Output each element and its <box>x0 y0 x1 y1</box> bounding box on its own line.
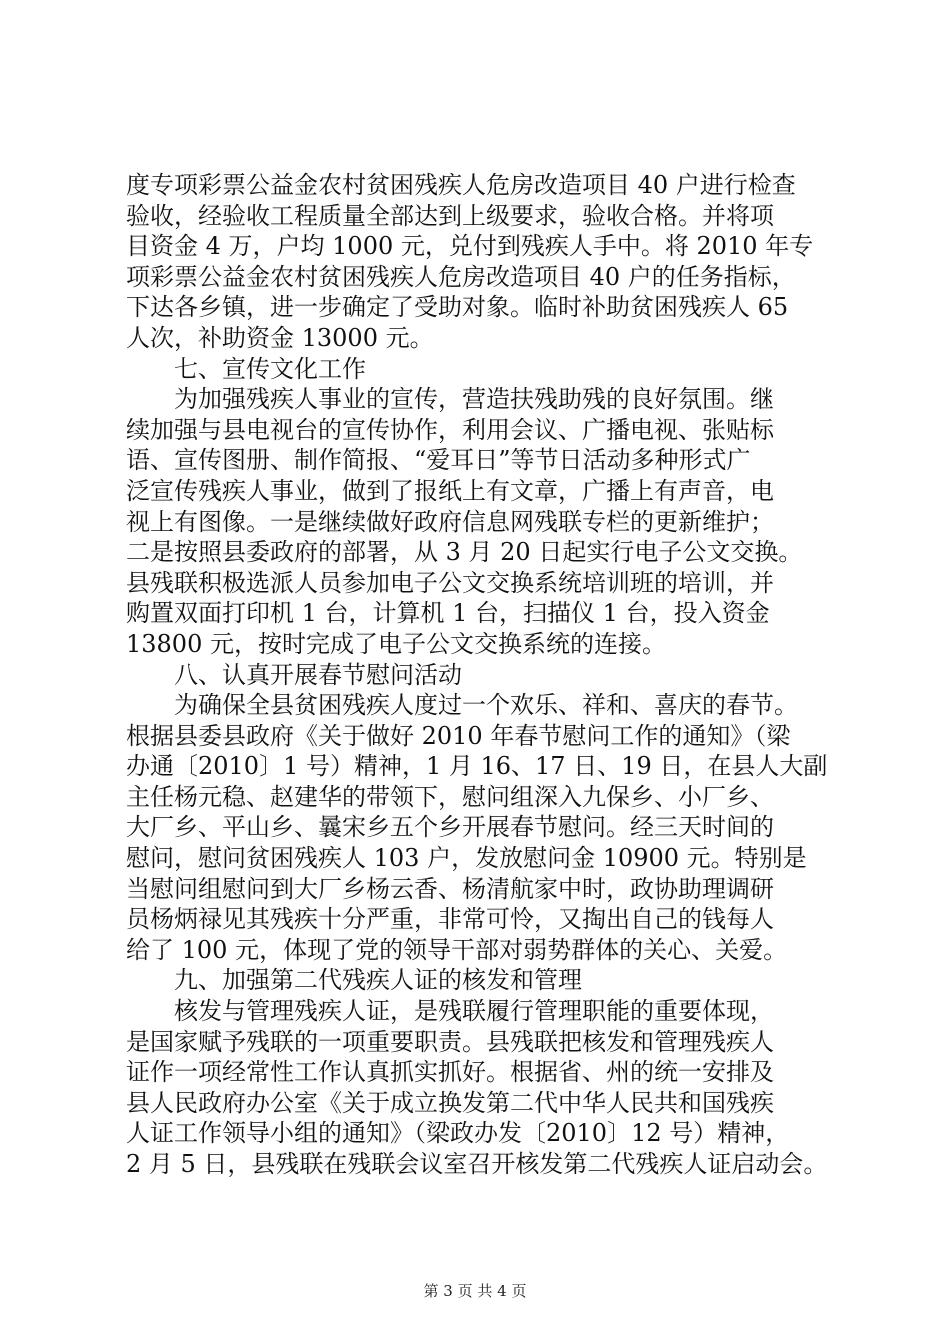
text-line: 语、宣传图册、制作简报、“爱耳日”等节日活动多种形式广 <box>126 446 751 475</box>
text-line: 下达各乡镇，进一步确定了受助对象。临时补助贫困残疾人 65 <box>126 293 789 322</box>
text-line: 慰问，慰问贫困残疾人 103 户，发放慰问金 10900 元。特别是 <box>126 844 807 873</box>
text-line: 度专项彩票公益金农村贫困残疾人危房改造项目 40 户进行检查 <box>126 171 796 199</box>
text-line: 视上有图像。一是继续做好政府信息网残联专栏的更新维护； <box>126 507 774 536</box>
text-line: 县人民政府办公室《关于成立换发第二代中华人民共和国残疾 <box>126 1088 774 1117</box>
text-line: 根据县委县政府《关于做好 2010 年春节慰问工作的通知》（梁 <box>126 721 791 750</box>
section-heading-7: 七、宣传文化工作 <box>174 354 366 383</box>
page-number-label: 第 3 页 共 4 页 <box>423 1282 527 1300</box>
text-line: 县残联积极选派人员参加电子公文交换系统培训班的培训，并 <box>126 568 774 597</box>
text-line: 13800 元，按时完成了电子公文交换系统的连接。 <box>126 629 666 658</box>
text-line: 办通〔2010〕1 号）精神，1 月 16、17 日、19 日，在县人大副 <box>126 752 828 781</box>
text-line: 人证工作领导小组的通知》（梁政办发〔2010〕12 号）精神， <box>126 1119 790 1148</box>
text-line: 验收，经验收工程质量全部达到上级要求，验收合格。并将项 <box>126 201 774 230</box>
text-line: 购置双面打印机 1 台，计算机 1 台，扫描仪 1 台，投入资金 <box>126 599 770 628</box>
text-line: 二是按照县委政府的部署，从 3 月 20 日起实行电子公文交换。 <box>126 538 803 567</box>
text-line: 项彩票公益金农村贫困残疾人危房改造项目 40 户的任务指标， <box>126 262 796 291</box>
text-line: 员杨炳禄见其残疾十分严重，非常可怜，又掏出自己的钱每人 <box>126 905 774 934</box>
section-heading-8: 八、认真开展春节慰问活动 <box>174 660 462 689</box>
text-line: 大厂乡、平山乡、曩宋乡五个乡开展春节慰问。经三天时间的 <box>126 813 774 842</box>
text-line: 当慰问组慰问到大厂乡杨云香、杨清航家中时，政协助理调研 <box>126 874 774 903</box>
text-line: 目资金 4 万，户均 1000 元，兑付到残疾人手中。将 2010 年专 <box>126 232 814 261</box>
text-line: 人次，补助资金 13000 元。 <box>126 323 434 352</box>
text-line: 续加强与县电视台的宣传协作，利用会议、广播电视、张贴标 <box>126 415 774 444</box>
text-line: 给了 100 元，体现了党的领导干部对弱势群体的关心、关爱。 <box>126 935 788 964</box>
text-line: 证作一项经常性工作认真抓实抓好。根据省、州的统一安排及 <box>126 1058 774 1087</box>
text-line: 2 月 5 日，县残联在残联会议室召开核发第二代残疾人证启动会。 <box>126 1150 828 1178</box>
text-line: 为确保全县贫困残疾人度过一个欢乐、祥和、喜庆的春节。 <box>174 691 798 720</box>
document-body <box>126 170 836 1180</box>
text-line: 为加强残疾人事业的宣传，营造扶残助残的良好氛围。继 <box>174 385 774 414</box>
text-line: 主任杨元稳、赵建华的带领下，慰问组深入九保乡、小厂乡、 <box>126 782 774 811</box>
text-line: 泛宣传残疾人事业，做到了报纸上有文章，广播上有声音，电 <box>126 476 774 505</box>
text-line: 核发与管理残疾人证，是残联履行管理职能的重要体现， <box>174 997 774 1026</box>
section-heading-9: 九、加强第二代残疾人证的核发和管理 <box>174 966 582 995</box>
page-footer <box>0 1280 950 1301</box>
text-line: 是国家赋予残联的一项重要职责。县残联把核发和管理残疾人 <box>126 1027 774 1056</box>
